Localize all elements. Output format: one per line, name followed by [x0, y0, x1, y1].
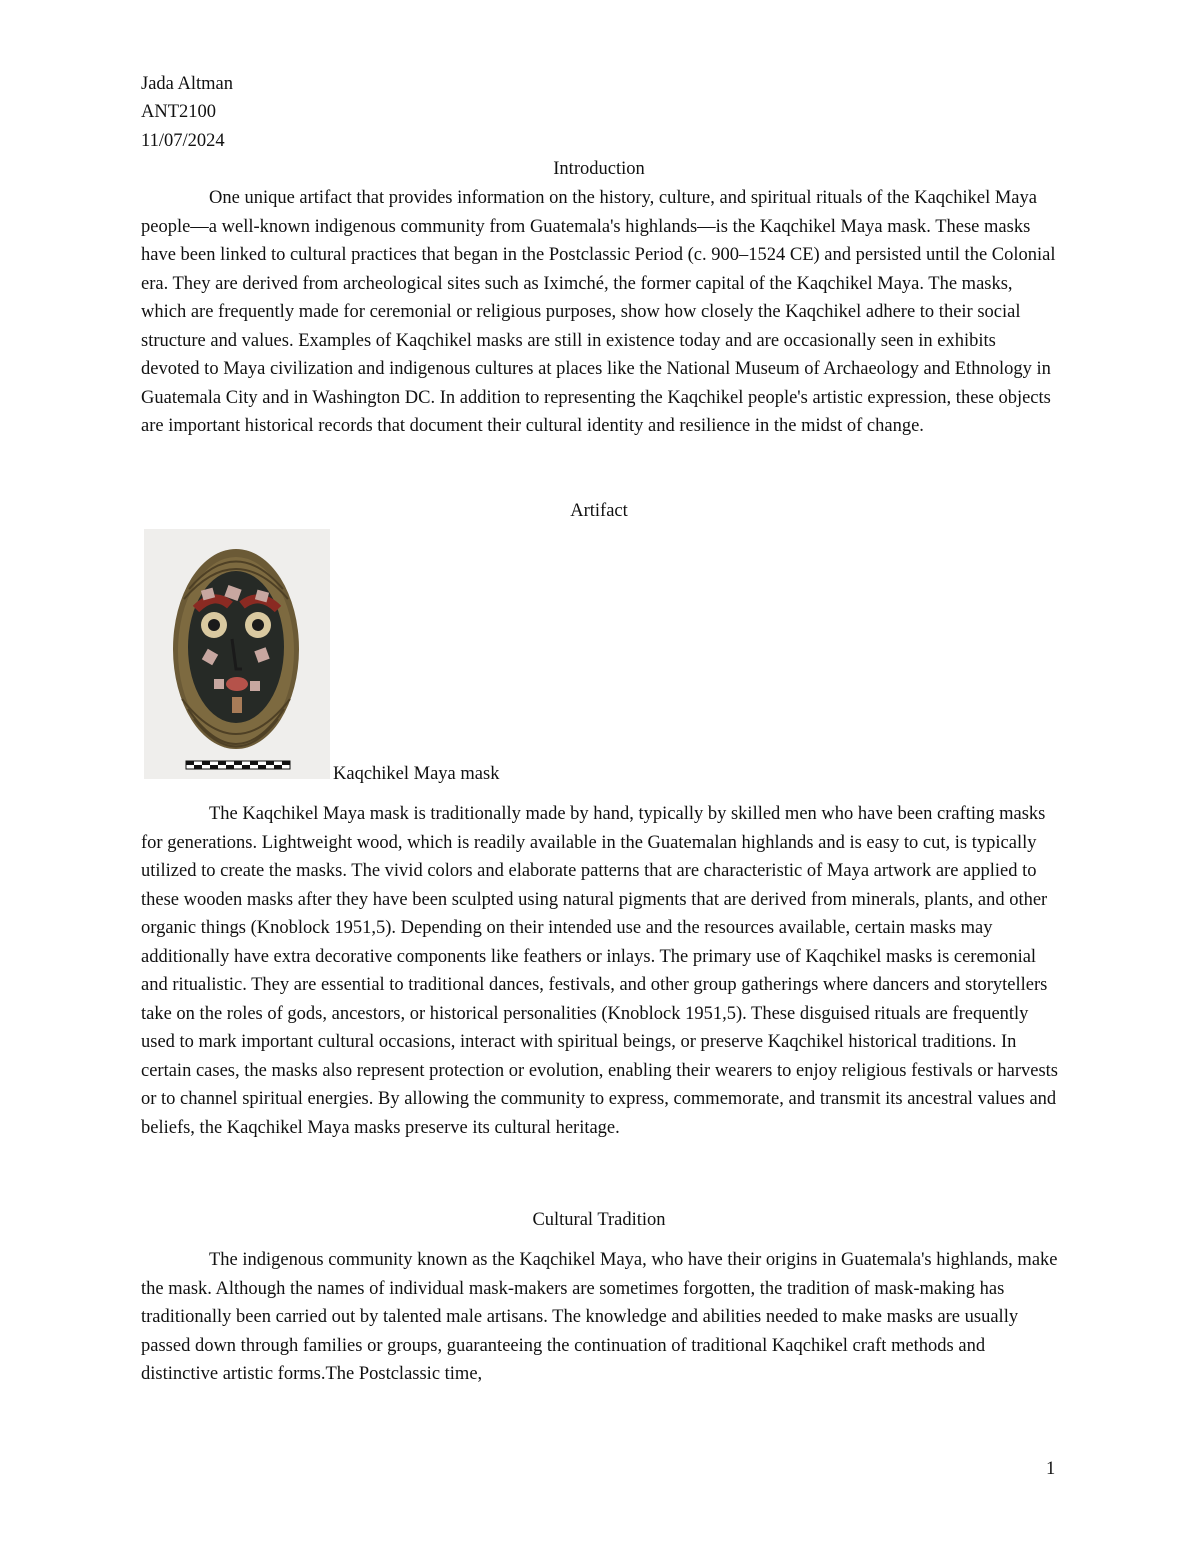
- page-number: 1: [1046, 1459, 1056, 1479]
- introduction-paragraph: One unique artifact that provides information on the history, culture, and spiritual rituals of the Kaqchikel Maya people—a well-known indigenous community from Guatemala's highlands—is the Kaqchikel Maya mask. These masks have been linked to cultural practices that began in the Postclassic Period (c. 900–1524 CE) and persisted until the Colonial era. They are derived from archeological sites such as Iximché, the former capital of the Kaqchikel Maya. The masks, which are frequently made for ceremonial or religious purposes, show how closely the Kaqchikel adhere to their social structure and values. Examples of Kaqchikel masks are still in existence today and are occasionally seen in exhibits devoted to Maya civilization and indigenous cultures at places like the National Museum of Archaeology and Ethnology in Guatemala City and in Washington DC. In addition to representing the Kaqchikel people's artistic expression, these objects are important historical records that document their cultural identity and resilience in the midst of change.: [141, 188, 1056, 436]
- course-code: ANT2100: [141, 102, 217, 122]
- cultural-tradition-paragraph: The indigenous community known as the Kaqchikel Maya, who have their origins in Guatemala's highlands, make the mask. Although the names of individual mask-makers are sometimes forgotten, the tradition of mask-making has traditionally been carried out by talented male artisans. The knowledge and abilities needed to make masks are usually passed down through families or groups, guaranteeing the continuation of traditional Kaqchikel craft methods and distinctive artistic forms.The Postclassic time,: [141, 1250, 1058, 1384]
- figure-caption: Kaqchikel Maya mask: [333, 764, 500, 784]
- artifact-heading: Artifact: [570, 501, 628, 521]
- author-name: Jada Altman: [141, 74, 233, 94]
- mask-illustration: [144, 529, 330, 779]
- artifact-paragraph: The Kaqchikel Maya mask is traditionally made by hand, typically by skilled men who have been crafting masks for generations. Lightweight wood, which is readily available in the Guatemalan highlands and is easy to cut, is typically utilized to create the masks. The vivid colors and elaborate patterns that are characteristic of Maya artwork are applied to these wooden masks after they have been sculpted using natural pigments that are derived from minerals, plants, and other organic things (Knoblock 1951,5). Depending on their intended use and the resources available, certain masks may additionally have extra decorative components like feathers or inlays. The primary use of Kaqchikel masks is ceremonial and ritualistic. They are essential to traditional dances, festivals, and other group gatherings where dancers and storytellers take on the roles of gods, ancestors, or historical personalities (Knoblock 1951,5). These disguised rituals are frequently used to mark important cultural occasions, interact with spiritual beings, or preserve Kaqchikel historical traditions. In certain cases, the masks also represent protection or evolution, enabling their wearers to enjoy religious festivals or harvests or to channel spiritual energies. By allowing the community to express, commemorate, and transmit its ancestral values and beliefs, the Kaqchikel Maya masks preserve its cultural heritage.: [141, 804, 1059, 1138]
- mask-photo: [144, 529, 330, 779]
- document-date: 11/07/2024: [141, 131, 225, 151]
- introduction-heading: Introduction: [553, 159, 645, 179]
- cultural-tradition-heading: Cultural Tradition: [532, 1210, 666, 1230]
